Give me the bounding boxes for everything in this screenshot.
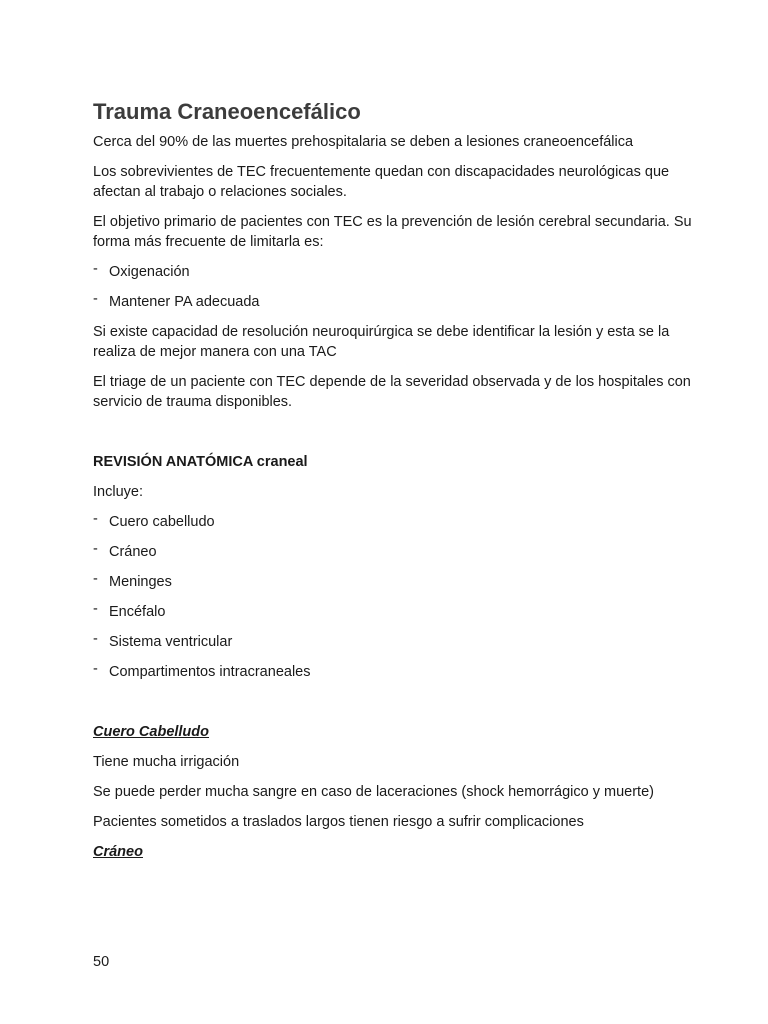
anatomy-heading: REVISIÓN ANATÓMICA craneal [93,454,308,470]
list-item: - Encéfalo [93,601,166,620]
body-paragraph: El triage de un paciente con TEC depende de la severidad observada y de los hospitales con servicio de trauma disponibles. [93,374,691,410]
list-item: - Mantener PA adecuada [93,291,260,310]
page-number: 50 [93,954,110,970]
intro-paragraph: Cerca del 90% de las muertes prehospitalaria se deben a lesiones craneoencefálica [93,134,634,150]
scalp-paragraph: Pacientes sometidos a traslados largos tienen riesgo a sufrir complicaciones [93,814,584,830]
page-title: Trauma Craneoencefálico [93,99,361,124]
list-item: - Oxigenación [93,261,190,280]
dash-bullet: - [93,261,98,277]
dash-bullet: - [93,631,98,647]
intro-paragraph: El objetivo primario de pacientes con TEC es la prevención de lesión cerebral secundaria. Su forma más frecuente de limitarla es: [93,214,692,250]
dash-bullet: - [93,291,98,307]
scalp-paragraph: Tiene mucha irrigación [93,754,240,770]
anatomy-intro: Incluye: [93,484,143,500]
dash-bullet: - [93,661,98,677]
scalp-heading: Cuero Cabelludo [93,724,210,740]
skull-heading: Cráneo [93,844,143,860]
scalp-paragraph: Se puede perder mucha sangre en caso de laceraciones (shock hemorrágico y muerte) [93,784,654,800]
anatomy-list [93,512,693,682]
list-item: - Meninges [93,571,172,590]
document-page [93,98,693,872]
list-item: - Sistema ventricular [93,631,233,650]
list-item: - Cuero cabelludo [93,511,215,530]
dash-bullet: - [93,511,98,527]
dash-bullet: - [93,571,98,587]
body-paragraph: Si existe capacidad de resolución neuroquirúrgica se debe identificar la lesión y esta se la realiza de mejor manera con una TAC [93,324,670,360]
dash-bullet: - [93,601,98,617]
dash-bullet: - [93,541,98,557]
intro-paragraph: Los sobrevivientes de TEC frecuentemente quedan con discapacidades neurológicas que afectan al trabajo o relaciones sociales. [93,164,670,200]
list-item: - Compartimentos intracraneales [93,661,311,680]
prevention-list [93,262,693,312]
list-item: - Cráneo [93,541,157,560]
